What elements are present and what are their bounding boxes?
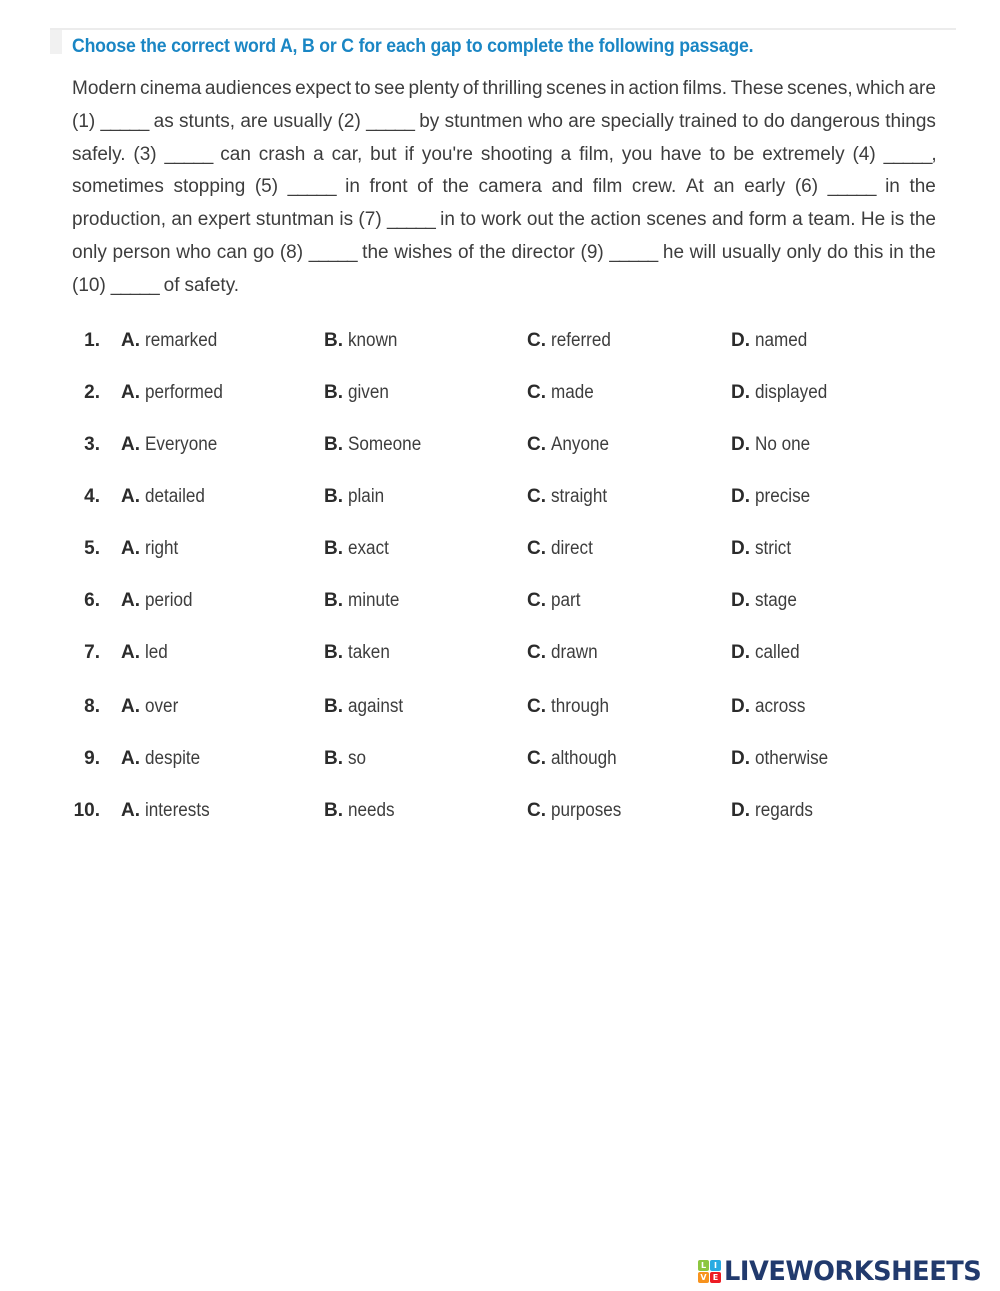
option-word: detailed [145, 486, 206, 507]
passage-word: in [610, 78, 625, 99]
passage-word: who [528, 110, 563, 132]
passage-word: things [885, 110, 936, 132]
answer-option-b[interactable] [324, 800, 400, 822]
gap-blank: _____ [164, 143, 213, 165]
option-word: direct [551, 538, 594, 559]
option-letter: D. [731, 486, 750, 507]
passage-word: safety. [184, 274, 240, 296]
answer-option-a[interactable] [121, 748, 207, 770]
reading-passage [72, 74, 936, 304]
option-letter: C. [527, 382, 546, 403]
option-letter: B. [324, 696, 343, 717]
passage-word: you're [421, 143, 473, 165]
option-word: across [755, 696, 806, 717]
passage-word: cinema [140, 78, 202, 99]
passage-word: Modern [72, 78, 137, 99]
answer-option-d[interactable] [731, 538, 795, 560]
option-word: otherwise [755, 748, 829, 769]
passage-word: stunts, [179, 110, 236, 132]
option-word: named [755, 330, 808, 351]
passage-word: front [369, 176, 408, 198]
answer-option-b[interactable] [324, 330, 403, 352]
option-word: right [145, 538, 179, 559]
passage-word: crash [258, 143, 306, 165]
option-letter: B. [324, 642, 343, 663]
question-row [72, 538, 972, 578]
gap-blank: _____ [100, 110, 149, 132]
passage-word: These [730, 78, 784, 99]
passage-word: of [417, 176, 433, 198]
answer-option-b[interactable] [324, 642, 395, 664]
option-word: over [145, 696, 179, 717]
option-letter: A. [121, 538, 140, 559]
answer-option-c[interactable] [527, 696, 616, 718]
passage-word: are [908, 78, 936, 99]
top-divider [50, 28, 956, 30]
question-row [72, 382, 972, 422]
answer-option-c[interactable] [527, 434, 616, 456]
passage-word: dangerous [790, 110, 880, 132]
passage-line [72, 205, 936, 238]
passage-line [72, 140, 936, 173]
passage-line [72, 74, 936, 107]
gap-blank: _____ [609, 241, 658, 263]
option-letter: D. [731, 800, 750, 821]
question-number: 8. [84, 696, 100, 717]
answer-option-c[interactable] [527, 590, 584, 612]
passage-word: only [72, 241, 107, 263]
option-word: against [348, 696, 404, 717]
passage-word: a [792, 209, 803, 231]
answer-option-d[interactable] [731, 382, 836, 404]
option-letter: C. [527, 800, 546, 821]
option-letter: B. [324, 800, 343, 821]
question-number: 2. [84, 382, 100, 403]
gap-blank: _____ [308, 241, 357, 263]
option-word: so [348, 748, 367, 769]
passage-word: the [442, 176, 469, 198]
answer-option-d[interactable] [731, 642, 805, 664]
heading-left-strip [50, 30, 62, 54]
option-letter: D. [731, 538, 750, 559]
option-letter: B. [324, 748, 343, 769]
passage-word: audiences [204, 78, 292, 99]
option-word: called [755, 642, 800, 663]
option-letter: C. [527, 538, 546, 559]
passage-word: an [171, 209, 193, 231]
passage-word: shooting [480, 143, 553, 165]
answer-option-d[interactable] [731, 696, 811, 718]
option-letter: D. [731, 642, 750, 663]
passage-word: this [853, 241, 884, 263]
passage-word: director [511, 241, 575, 263]
option-word: minute [348, 590, 400, 611]
passage-word: have [660, 143, 702, 165]
passage-word: by [419, 110, 440, 132]
passage-word: form [748, 209, 787, 231]
liveworksheets-logo [698, 1254, 995, 1288]
passage-word: crew. [631, 176, 677, 198]
question-row [72, 800, 972, 840]
passage-word: but [370, 143, 397, 165]
passage-word: the [362, 241, 389, 263]
passage-word: production, [72, 209, 167, 231]
question-number: 7. [84, 642, 100, 663]
option-word: stage [755, 590, 798, 611]
gap-blank: _____, [883, 143, 936, 165]
option-word: through [551, 696, 610, 717]
answer-option-c[interactable] [527, 538, 598, 560]
passage-word: and [551, 176, 584, 198]
option-word: known [348, 330, 398, 351]
passage-word: camera [478, 176, 542, 198]
option-word: period [145, 590, 193, 611]
option-letter: A. [121, 800, 140, 821]
passage-word: film [592, 176, 623, 198]
passage-word: is [339, 209, 354, 231]
passage-word: (9) [580, 241, 604, 263]
question-row [72, 590, 972, 630]
answer-option-c[interactable] [527, 486, 614, 508]
option-letter: D. [731, 748, 750, 769]
passage-word: (1) [72, 110, 96, 132]
answer-option-b[interactable] [324, 696, 410, 718]
option-letter: B. [324, 590, 343, 611]
question-row [72, 486, 972, 526]
answer-option-c[interactable] [527, 382, 599, 404]
passage-word: the [909, 209, 936, 231]
passage-word: scenes, [787, 78, 853, 99]
passage-line [72, 238, 936, 271]
option-letter: C. [527, 642, 546, 663]
question-number: 9. [84, 748, 100, 769]
passage-word: in [885, 176, 900, 198]
passage-word: be [733, 143, 755, 165]
option-word: although [551, 748, 617, 769]
option-letter: D. [731, 382, 750, 403]
passage-word: thrilling [482, 78, 543, 99]
passage-word: if [404, 143, 414, 165]
answer-option-a[interactable] [121, 434, 226, 456]
answer-option-a[interactable] [121, 590, 198, 612]
option-letter: B. [324, 382, 343, 403]
answer-option-b[interactable] [324, 382, 394, 404]
answer-option-a[interactable] [121, 382, 232, 404]
answer-option-b[interactable] [324, 538, 394, 560]
answer-option-a[interactable] [121, 696, 182, 718]
option-letter: C. [527, 434, 546, 455]
passage-word: early [744, 176, 786, 198]
option-letter: B. [324, 486, 343, 507]
question-number: 5. [84, 538, 100, 559]
option-letter: C. [527, 696, 546, 717]
passage-word: expert [197, 209, 251, 231]
answer-option-b[interactable] [324, 590, 405, 612]
option-letter: A. [121, 330, 140, 351]
passage-word: do [826, 241, 849, 263]
option-word: made [551, 382, 595, 403]
passage-word: he [662, 241, 685, 263]
passage-word: the [909, 176, 936, 198]
passage-word: are [568, 110, 596, 132]
answer-option-d[interactable] [731, 590, 802, 612]
passage-word: (6) [794, 176, 819, 198]
answer-option-d[interactable] [731, 748, 837, 770]
passage-word: to [709, 143, 726, 165]
passage-word: only [786, 241, 822, 263]
passage-word: the [909, 241, 936, 263]
answer-option-d[interactable] [731, 800, 820, 822]
question-row [72, 642, 972, 682]
option-word: No one [755, 434, 811, 455]
answer-option-a[interactable] [121, 642, 171, 664]
passage-word: the [558, 209, 585, 231]
passage-word: usually [721, 241, 781, 263]
passage-word: stuntman [255, 209, 335, 231]
passage-word: and [711, 209, 744, 231]
option-letter: D. [731, 696, 750, 717]
passage-word: scenes [546, 78, 607, 99]
passage-word: films. [682, 78, 728, 99]
question-number: 6. [84, 590, 100, 611]
passage-word: to [460, 209, 477, 231]
passage-word: specially [600, 110, 674, 132]
passage-word: usually [273, 110, 333, 132]
option-word: performed [145, 382, 224, 403]
instructions-heading: Choose the correct word A, B or C for each gap to complete the following passage. [72, 36, 754, 57]
passage-word: which [856, 78, 905, 99]
answer-option-b[interactable] [324, 748, 368, 770]
option-letter: A. [121, 748, 140, 769]
answer-option-c[interactable] [527, 330, 618, 352]
option-letter: A. [121, 434, 140, 455]
passage-word: in [888, 241, 904, 263]
logo-text: LIVEWORKSHEETS [724, 1255, 982, 1287]
passage-word: action [628, 78, 680, 99]
passage-word: team. [808, 209, 856, 231]
option-word: given [348, 382, 390, 403]
question-number: 4. [84, 486, 100, 507]
passage-word: in [440, 209, 455, 231]
option-word: precise [755, 486, 811, 507]
passage-word: stopping [173, 176, 246, 198]
passage-word: can [216, 241, 248, 263]
passage-word: (7) [358, 209, 382, 231]
passage-word: in [345, 176, 360, 198]
gap-blank: _____ [386, 209, 435, 231]
passage-word: (5) [254, 176, 279, 198]
passage-word: stuntmen [444, 110, 523, 132]
passage-word: are [240, 110, 268, 132]
answer-option-a[interactable] [121, 538, 182, 560]
passage-word: (3) [133, 143, 157, 165]
passage-word: do [763, 110, 785, 132]
option-word: drawn [551, 642, 598, 663]
passage-word: extremely [762, 143, 845, 165]
passage-word: of [163, 274, 180, 296]
answer-option-a[interactable] [121, 800, 217, 822]
option-letter: D. [731, 330, 750, 351]
answer-option-a[interactable] [121, 330, 226, 352]
option-letter: C. [527, 748, 546, 769]
passage-word: a [560, 143, 572, 165]
passage-word: to [354, 78, 371, 99]
answer-option-d[interactable] [731, 434, 817, 456]
option-letter: C. [527, 590, 546, 611]
passage-word: At [685, 176, 704, 198]
option-word: taken [348, 642, 391, 663]
option-word: strict [755, 538, 792, 559]
option-word: exact [348, 538, 390, 559]
logo-tile: E [710, 1272, 721, 1283]
option-word: interests [145, 800, 210, 821]
passage-line [72, 172, 936, 205]
option-word: Everyone [145, 434, 218, 455]
option-word: displayed [755, 382, 828, 403]
question-row [72, 434, 972, 474]
passage-word: (8) [279, 241, 304, 263]
option-word: part [551, 590, 581, 611]
option-word: referred [551, 330, 612, 351]
logo-tile: L [698, 1260, 709, 1271]
passage-line [72, 271, 936, 304]
option-letter: A. [121, 696, 140, 717]
passage-word: safely. [72, 143, 126, 165]
option-word: Someone [348, 434, 422, 455]
passage-word: expect [295, 78, 352, 99]
question-row [72, 748, 972, 788]
passage-word: (2) [337, 110, 361, 132]
option-word: despite [145, 748, 201, 769]
answer-option-c[interactable] [527, 748, 624, 770]
passage-word: see [374, 78, 405, 99]
option-letter: C. [527, 330, 546, 351]
passage-word: will [689, 241, 717, 263]
option-word: regards [755, 800, 814, 821]
option-letter: A. [121, 642, 140, 663]
question-number: 3. [84, 434, 100, 455]
passage-word: you [621, 143, 653, 165]
answer-option-b[interactable] [324, 434, 430, 456]
answer-option-a[interactable] [121, 486, 212, 508]
question-row [72, 330, 972, 370]
passage-word: to [742, 110, 759, 132]
passage-word: film, [579, 143, 614, 165]
gap-blank: _____ [287, 176, 336, 198]
passage-line [72, 107, 936, 140]
option-word: led [145, 642, 169, 663]
option-letter: D. [731, 434, 750, 455]
option-letter: B. [324, 538, 343, 559]
option-letter: B. [324, 330, 343, 351]
passage-word: go [253, 241, 275, 263]
question-number: 1. [84, 330, 100, 351]
passage-word: as [153, 110, 174, 132]
question-number: 10. [73, 800, 100, 821]
gap-blank: _____ [827, 176, 876, 198]
answer-option-d[interactable] [731, 330, 813, 352]
passage-word: trained [679, 110, 738, 132]
option-word: purposes [551, 800, 622, 821]
logo-tile: V [698, 1272, 709, 1283]
passage-word: work [481, 209, 522, 231]
option-letter: A. [121, 486, 140, 507]
passage-word: is [890, 209, 905, 231]
passage-word: scenes [646, 209, 707, 231]
passage-word: an [713, 176, 735, 198]
passage-word: He [860, 209, 886, 231]
option-letter: D. [731, 590, 750, 611]
option-letter: C. [527, 486, 546, 507]
passage-word: car, [331, 143, 363, 165]
passage-word: the [479, 241, 506, 263]
option-word: straight [551, 486, 608, 507]
option-word: needs [348, 800, 395, 821]
passage-word: who [176, 241, 212, 263]
gap-blank: _____ [366, 110, 414, 132]
passage-word: wishes [394, 241, 453, 263]
answer-option-c[interactable] [527, 642, 603, 664]
passage-word: person [112, 241, 171, 263]
option-letter: A. [121, 590, 140, 611]
passage-word: can [220, 143, 251, 165]
answer-option-c[interactable] [527, 800, 629, 822]
passage-word: of [462, 78, 479, 99]
answer-option-d[interactable] [731, 486, 817, 508]
live-logo-icon [698, 1260, 721, 1283]
passage-word: (4) [852, 143, 876, 165]
passage-word: a [313, 143, 324, 165]
logo-tile: I [710, 1260, 721, 1271]
passage-word: out [526, 209, 554, 231]
option-word: remarked [145, 330, 218, 351]
answer-option-b[interactable] [324, 486, 388, 508]
passage-word: of [457, 241, 474, 263]
option-letter: B. [324, 434, 343, 455]
option-word: Anyone [551, 434, 610, 455]
passage-word: action [590, 209, 642, 231]
option-word: plain [348, 486, 385, 507]
gap-blank: _____ [110, 274, 159, 296]
question-row [72, 696, 972, 736]
passage-word: sometimes [72, 176, 164, 198]
passage-word: (10) [72, 274, 106, 296]
option-letter: A. [121, 382, 140, 403]
passage-word: plenty [408, 78, 460, 99]
